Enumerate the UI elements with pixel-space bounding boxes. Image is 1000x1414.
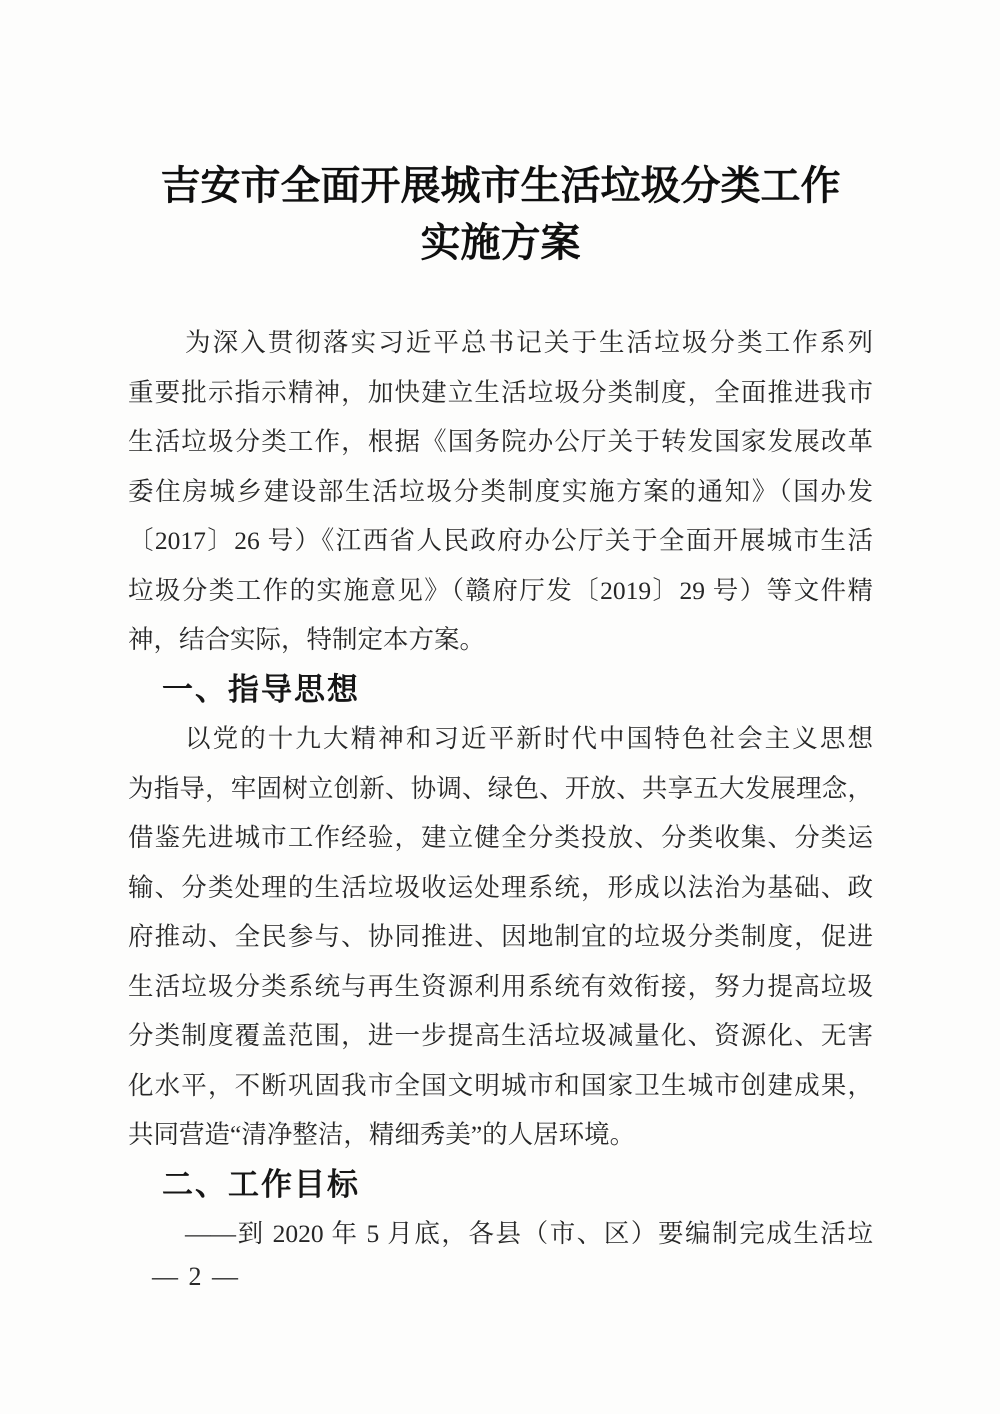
body-line: 垃圾分类工作的实施意见》（赣府厅发〔2019〕29 号）等文件精 [128,575,873,605]
section-heading-1: 一、指导思想 [162,671,360,707]
paragraph-preamble [128,318,873,665]
body-line: 借鉴先进城市工作经验，建立健全分类投放、分类收集、分类运 [128,823,873,852]
body-line: 府推动、全民参与、协同推进、因地制宜的垃圾分类制度，促进 [128,922,873,951]
body-line: 分类制度覆盖范围，进一步提高生活垃圾减量化、资源化、无害 [128,1021,873,1050]
body-line: 生活垃圾分类系统与再生资源利用系统有效衔接，努力提高垃圾 [128,971,873,1001]
body-line: 化水平，不断巩固我市全国文明城市和国家卫生城市创建成果， [128,1070,873,1100]
body-line: 〔2017〕26 号）《江西省人民政府办公厅关于全面开展城市生活 [128,526,873,555]
title-line-1: 吉安市全面开展城市生活垃圾分类工作 [160,163,841,208]
body-line: 神，结合实际，特制定本方案。 [128,625,486,654]
body-line: 重要批示指示精神，加快建立生活垃圾分类制度，全面推进我市 [128,377,873,407]
body-line: 生活垃圾分类工作，根据《国务院办公厅关于转发国家发展改革 [128,427,873,456]
body-line: 委住房城乡建设部生活垃圾分类制度实施方案的通知》（国办发 [128,476,873,506]
paragraph-guiding-ideology [128,714,873,1160]
paragraph-work-goals [128,1209,873,1259]
document-title [128,157,873,271]
body-line: 为指导，牢固树立创新、协调、绿色、开放、共享五大发展理念， [128,773,873,803]
body-line: 输、分类处理的生活垃圾收运处理系统，形成以法治为基础、政 [128,872,873,902]
body-line: 以党的十九大精神和习近平新时代中国特色社会主义思想 [185,724,873,753]
body-line: ——到 2020 年 5 月底，各县（市、区）要编制完成生活垃 [185,1219,873,1248]
title-line-2: 实施方案 [420,220,581,265]
body-line: 为深入贯彻落实习近平总书记关于生活垃圾分类工作系列 [185,328,873,357]
page-number: — 2 — [152,1262,240,1291]
body-line: 共同营造“清净整洁，精细秀美”的人居环境。 [128,1120,636,1149]
document-content [128,0,873,1259]
section-heading-2: 二、工作目标 [162,1166,360,1202]
